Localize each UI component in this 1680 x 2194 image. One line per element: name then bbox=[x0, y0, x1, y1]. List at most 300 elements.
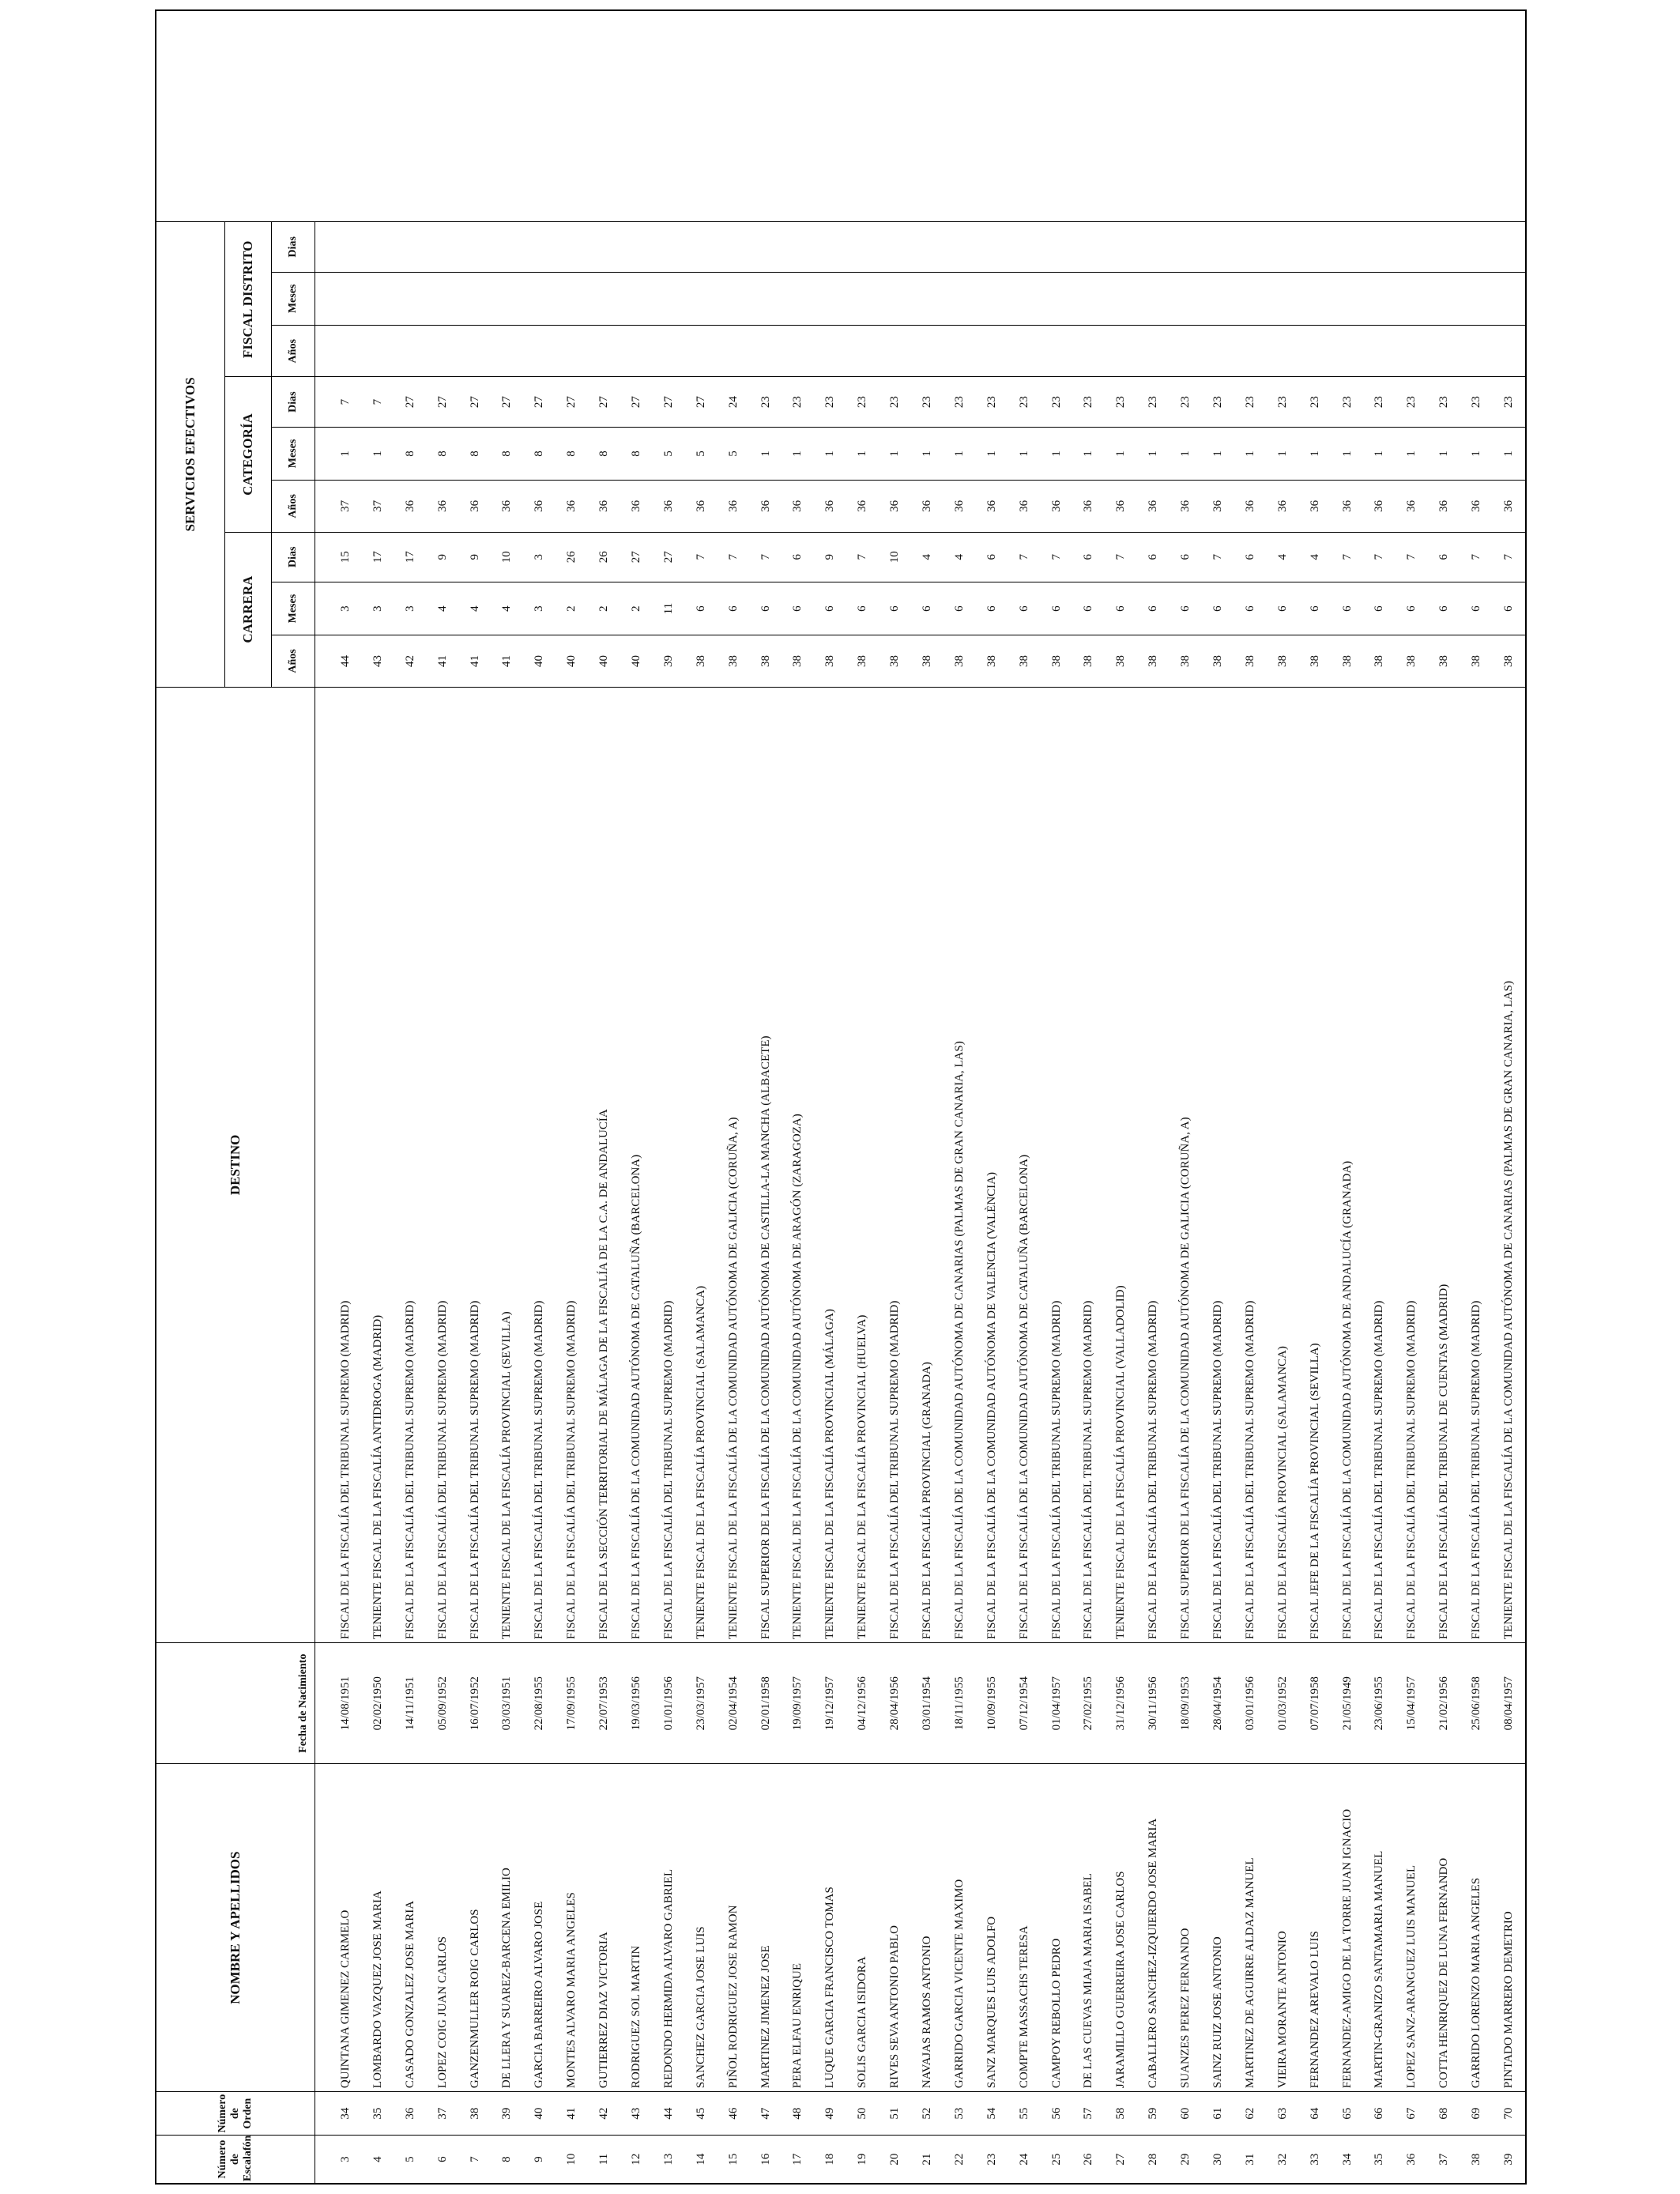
cell-carrera-dias: 15 bbox=[315, 532, 362, 582]
cell-fecha-nacimiento: 28/04/1956 bbox=[879, 1643, 911, 1764]
cell-distrito-meses bbox=[1396, 272, 1428, 325]
cell-categoria-dias: 23 bbox=[1364, 377, 1396, 427]
cell-distrito-dias bbox=[523, 222, 556, 272]
cell-blank bbox=[653, 10, 685, 222]
cell-distrito-dias bbox=[1267, 222, 1299, 272]
cell-carrera-meses: 2 bbox=[588, 582, 620, 635]
cell-carrera-meses: 6 bbox=[814, 582, 846, 635]
cell-distrito-anos bbox=[1396, 326, 1428, 377]
cell-distrito-dias bbox=[782, 222, 814, 272]
cell-fecha-nacimiento: 27/02/1955 bbox=[1072, 1643, 1105, 1764]
cell-orden-number: 38 bbox=[459, 2092, 492, 2136]
cell-carrera-dias: 17 bbox=[362, 532, 394, 582]
cell-distrito-dias bbox=[944, 222, 976, 272]
cell-carrera-anos: 43 bbox=[362, 635, 394, 687]
cell-distrito-dias bbox=[1170, 222, 1202, 272]
cell-carrera-anos: 39 bbox=[653, 635, 685, 687]
cell-fecha-nacimiento: 02/02/1950 bbox=[362, 1643, 394, 1764]
cell-blank bbox=[1041, 10, 1073, 222]
cell-fecha-nacimiento: 02/01/1958 bbox=[750, 1643, 782, 1764]
cell-orden-number: 46 bbox=[718, 2092, 750, 2136]
cell-fecha-nacimiento: 01/01/1956 bbox=[653, 1643, 685, 1764]
cell-destino: FISCAL SUPERIOR DE LA FISCALÍA DE LA COMUNIDAD AUTÓNOMA DE CASTILLA-LA MANCHA (ALBACETE) bbox=[750, 687, 782, 1642]
cell-fecha-nacimiento: 25/06/1958 bbox=[1460, 1643, 1493, 1764]
cell-destino: FISCAL DE LA FISCALÍA DEL TRIBUNAL SUPREMO (MADRID) bbox=[523, 687, 556, 1642]
cell-blank bbox=[315, 10, 362, 222]
cell-nombre-apellidos: FERNANDEZ-AMIGO DE LA TORRE JUAN IGNACIO bbox=[1332, 1764, 1364, 2092]
table-row bbox=[1170, 10, 1202, 2184]
cell-categoria-meses: 1 bbox=[814, 427, 846, 480]
cell-distrito-meses bbox=[491, 272, 523, 325]
cell-fecha-nacimiento: 05/09/1952 bbox=[427, 1643, 459, 1764]
table-row bbox=[1041, 10, 1073, 2184]
cell-fecha-nacimiento: 19/03/1956 bbox=[620, 1643, 653, 1764]
cell-categoria-anos: 36 bbox=[1267, 481, 1299, 532]
cell-blank bbox=[1008, 10, 1041, 222]
cell-categoria-anos: 36 bbox=[1170, 481, 1202, 532]
cell-orden-number: 62 bbox=[1234, 2092, 1267, 2136]
header-blank bbox=[156, 10, 315, 222]
cell-blank bbox=[556, 10, 588, 222]
cell-distrito-dias bbox=[1041, 222, 1073, 272]
cell-carrera-anos: 44 bbox=[315, 635, 362, 687]
cell-distrito-meses bbox=[1267, 272, 1299, 325]
cell-categoria-anos: 36 bbox=[1137, 481, 1170, 532]
cell-categoria-anos: 36 bbox=[685, 481, 718, 532]
cell-distrito-meses bbox=[1105, 272, 1137, 325]
header-orden-line-2: de bbox=[228, 2108, 241, 2120]
cell-escalafon-number: 10 bbox=[556, 2136, 588, 2184]
cell-distrito-dias bbox=[1105, 222, 1137, 272]
cell-categoria-dias: 23 bbox=[1460, 377, 1493, 427]
cell-nombre-apellidos: CABALLERO SANCHEZ-IZQUIERDO JOSE MARIA bbox=[1137, 1764, 1170, 2092]
cell-carrera-meses: 6 bbox=[1234, 582, 1267, 635]
cell-nombre-apellidos: QUINTANA GIMENEZ CARMELO bbox=[315, 1764, 362, 2092]
cell-categoria-meses: 1 bbox=[1428, 427, 1460, 480]
table-row bbox=[718, 10, 750, 2184]
cell-fecha-nacimiento: 18/09/1953 bbox=[1170, 1643, 1202, 1764]
cell-categoria-anos: 36 bbox=[459, 481, 492, 532]
cell-categoria-meses: 1 bbox=[782, 427, 814, 480]
cell-destino: TENIENTE FISCAL DE LA FISCALÍA DE LA COMUNIDAD AUTÓNOMA DE GALICIA (CORUÑA, A) bbox=[718, 687, 750, 1642]
cell-carrera-meses: 11 bbox=[653, 582, 685, 635]
cell-distrito-dias bbox=[1396, 222, 1428, 272]
cell-nombre-apellidos: PINTADO MARRERO DEMETRIO bbox=[1493, 1764, 1526, 2092]
cell-escalafon-number: 38 bbox=[1460, 2136, 1493, 2184]
cell-nombre-apellidos: GANZENMULLER ROIG CARLOS bbox=[459, 1764, 492, 2092]
cell-distrito-meses bbox=[362, 272, 394, 325]
cell-categoria-meses: 1 bbox=[1396, 427, 1428, 480]
cell-carrera-meses: 6 bbox=[1072, 582, 1105, 635]
table-row bbox=[556, 10, 588, 2184]
cell-distrito-dias bbox=[620, 222, 653, 272]
cell-carrera-dias: 7 bbox=[1396, 532, 1428, 582]
cell-destino: FISCAL DE LA FISCALÍA PROVINCIAL (SALAMANCA) bbox=[1267, 687, 1299, 1642]
cell-carrera-meses: 6 bbox=[1041, 582, 1073, 635]
cell-categoria-anos: 37 bbox=[315, 481, 362, 532]
cell-categoria-dias: 23 bbox=[1493, 377, 1526, 427]
cell-distrito-meses bbox=[718, 272, 750, 325]
cell-escalafon-number: 4 bbox=[362, 2136, 394, 2184]
cell-categoria-dias: 23 bbox=[814, 377, 846, 427]
cell-distrito-anos bbox=[394, 326, 427, 377]
cell-carrera-meses: 6 bbox=[1267, 582, 1299, 635]
cell-distrito-meses bbox=[1493, 272, 1526, 325]
cell-categoria-anos: 36 bbox=[879, 481, 911, 532]
cell-destino: TENIENTE FISCAL DE LA FISCALÍA DE LA COMUNIDAD AUTÓNOMA DE ARAGÓN (ZARAGOZA) bbox=[782, 687, 814, 1642]
cell-blank bbox=[1267, 10, 1299, 222]
cell-distrito-anos bbox=[1234, 326, 1267, 377]
table-row bbox=[315, 10, 362, 2184]
cell-carrera-anos: 40 bbox=[556, 635, 588, 687]
cell-destino: FISCAL DE LA FISCALÍA DEL TRIBUNAL SUPREMO (MADRID) bbox=[556, 687, 588, 1642]
cell-categoria-meses: 1 bbox=[362, 427, 394, 480]
cell-carrera-dias: 7 bbox=[1493, 532, 1526, 582]
cell-orden-number: 35 bbox=[362, 2092, 394, 2136]
cell-destino: FISCAL DE LA FISCALÍA DEL TRIBUNAL SUPREMO (MADRID) bbox=[315, 687, 362, 1642]
header-categoria-meses: Meses bbox=[272, 427, 315, 480]
cell-carrera-anos: 38 bbox=[1493, 635, 1526, 687]
table-row bbox=[1364, 10, 1396, 2184]
cell-nombre-apellidos: RIVES SEVA ANTONIO PABLO bbox=[879, 1764, 911, 2092]
cell-categoria-dias: 23 bbox=[944, 377, 976, 427]
cell-categoria-anos: 36 bbox=[911, 481, 944, 532]
cell-carrera-anos: 38 bbox=[1299, 635, 1332, 687]
cell-categoria-dias: 23 bbox=[1202, 377, 1234, 427]
cell-distrito-anos bbox=[944, 326, 976, 377]
cell-destino: FISCAL DE LA FISCALÍA PROVINCIAL (GRANADA) bbox=[911, 687, 944, 1642]
cell-carrera-anos: 38 bbox=[1008, 635, 1041, 687]
cell-categoria-meses: 8 bbox=[523, 427, 556, 480]
cell-distrito-dias bbox=[394, 222, 427, 272]
cell-categoria-meses: 8 bbox=[620, 427, 653, 480]
cell-nombre-apellidos: SANZ MARQUES LUIS ADOLFO bbox=[976, 1764, 1008, 2092]
cell-destino: FISCAL DE LA FISCALÍA DEL TRIBUNAL SUPREMO (MADRID) bbox=[1072, 687, 1105, 1642]
cell-distrito-meses bbox=[427, 272, 459, 325]
cell-nombre-apellidos: LUQUE GARCIA FRANCISCO TOMAS bbox=[814, 1764, 846, 2092]
cell-categoria-dias: 23 bbox=[1008, 377, 1041, 427]
cell-categoria-meses: 5 bbox=[718, 427, 750, 480]
cell-categoria-dias: 27 bbox=[459, 377, 492, 427]
header-distrito-dias: Dias bbox=[272, 222, 315, 272]
header-orden-line-1: Número bbox=[216, 2094, 228, 2133]
cell-carrera-dias: 10 bbox=[491, 532, 523, 582]
cell-distrito-anos bbox=[879, 326, 911, 377]
cell-distrito-anos bbox=[1428, 326, 1460, 377]
cell-escalafon-number: 20 bbox=[879, 2136, 911, 2184]
cell-carrera-dias: 7 bbox=[1008, 532, 1041, 582]
cell-categoria-anos: 36 bbox=[588, 481, 620, 532]
cell-escalafon-number: 28 bbox=[1137, 2136, 1170, 2184]
cell-blank bbox=[718, 10, 750, 222]
cell-carrera-dias: 7 bbox=[846, 532, 879, 582]
cell-categoria-meses: 8 bbox=[394, 427, 427, 480]
cell-blank bbox=[911, 10, 944, 222]
cell-categoria-dias: 23 bbox=[1428, 377, 1460, 427]
cell-fecha-nacimiento: 10/09/1955 bbox=[976, 1643, 1008, 1764]
cell-distrito-anos bbox=[685, 326, 718, 377]
cell-carrera-meses: 6 bbox=[1008, 582, 1041, 635]
cell-categoria-dias: 23 bbox=[782, 377, 814, 427]
cell-carrera-dias: 27 bbox=[620, 532, 653, 582]
cell-categoria-meses: 8 bbox=[556, 427, 588, 480]
cell-categoria-dias: 27 bbox=[653, 377, 685, 427]
cell-orden-number: 48 bbox=[782, 2092, 814, 2136]
cell-destino: FISCAL DE LA FISCALÍA DEL TRIBUNAL SUPREMO (MADRID) bbox=[1202, 687, 1234, 1642]
cell-distrito-anos bbox=[588, 326, 620, 377]
cell-distrito-anos bbox=[911, 326, 944, 377]
cell-carrera-anos: 41 bbox=[491, 635, 523, 687]
cell-nombre-apellidos: LOMBARDO VAZQUEZ JOSE MARIA bbox=[362, 1764, 394, 2092]
cell-distrito-meses bbox=[459, 272, 492, 325]
cell-blank bbox=[1202, 10, 1234, 222]
cell-fecha-nacimiento: 07/07/1958 bbox=[1299, 1643, 1332, 1764]
cell-destino: FISCAL DE LA FISCALÍA DEL TRIBUNAL SUPREMO (MADRID) bbox=[1234, 687, 1267, 1642]
cell-categoria-dias: 23 bbox=[1299, 377, 1332, 427]
cell-destino: FISCAL DE LA FISCALÍA DE LA COMUNIDAD AUTÓNOMA DE VALENCIA (VALÈNCIA) bbox=[976, 687, 1008, 1642]
header-servicios-efectivos: SERVICIOS EFECTIVOS bbox=[156, 222, 225, 687]
cell-orden-number: 53 bbox=[944, 2092, 976, 2136]
cell-destino: FISCAL DE LA FISCALÍA DE LA COMUNIDAD AUTÓNOMA DE CATALUÑA (BARCELONA) bbox=[620, 687, 653, 1642]
cell-carrera-dias: 7 bbox=[718, 532, 750, 582]
cell-categoria-anos: 36 bbox=[1460, 481, 1493, 532]
cell-orden-number: 39 bbox=[491, 2092, 523, 2136]
cell-categoria-dias: 27 bbox=[620, 377, 653, 427]
cell-blank bbox=[685, 10, 718, 222]
cell-orden-number: 43 bbox=[620, 2092, 653, 2136]
cell-orden-number: 47 bbox=[750, 2092, 782, 2136]
table-row bbox=[814, 10, 846, 2184]
cell-categoria-anos: 36 bbox=[846, 481, 879, 532]
cell-distrito-dias bbox=[556, 222, 588, 272]
cell-escalafon-number: 32 bbox=[1267, 2136, 1299, 2184]
cell-distrito-anos bbox=[653, 326, 685, 377]
cell-carrera-meses: 3 bbox=[315, 582, 362, 635]
cell-distrito-meses bbox=[1364, 272, 1396, 325]
cell-carrera-dias: 6 bbox=[976, 532, 1008, 582]
cell-categoria-meses: 8 bbox=[491, 427, 523, 480]
cell-categoria-meses: 5 bbox=[653, 427, 685, 480]
cell-blank bbox=[944, 10, 976, 222]
cell-escalafon-number: 6 bbox=[427, 2136, 459, 2184]
cell-nombre-apellidos: LOPEZ SANZ-ARANGUEZ LUIS MANUEL bbox=[1396, 1764, 1428, 2092]
cell-distrito-anos bbox=[814, 326, 846, 377]
table-row bbox=[1493, 10, 1526, 2184]
cell-distrito-meses bbox=[1041, 272, 1073, 325]
cell-carrera-dias: 6 bbox=[1234, 532, 1267, 582]
cell-nombre-apellidos: MARTIN-GRANIZO SANTAMARIA MANUEL bbox=[1364, 1764, 1396, 2092]
cell-categoria-meses: 1 bbox=[1137, 427, 1170, 480]
cell-blank bbox=[620, 10, 653, 222]
cell-categoria-anos: 36 bbox=[1234, 481, 1267, 532]
cell-nombre-apellidos: GARRIDO LORENZO MARIA ANGELES bbox=[1460, 1764, 1493, 2092]
cell-escalafon-number: 16 bbox=[750, 2136, 782, 2184]
cell-destino: FISCAL JEFE DE LA FISCALÍA PROVINCIAL (SEVILLA) bbox=[1299, 687, 1332, 1642]
cell-blank bbox=[1299, 10, 1332, 222]
cell-escalafon-number: 17 bbox=[782, 2136, 814, 2184]
cell-carrera-dias: 7 bbox=[1105, 532, 1137, 582]
cell-fecha-nacimiento: 04/12/1956 bbox=[846, 1643, 879, 1764]
cell-carrera-anos: 38 bbox=[1428, 635, 1460, 687]
table-row bbox=[362, 10, 394, 2184]
cell-nombre-apellidos: LOPEZ COIG JUAN CARLOS bbox=[427, 1764, 459, 2092]
cell-categoria-anos: 36 bbox=[976, 481, 1008, 532]
cell-escalafon-number: 5 bbox=[394, 2136, 427, 2184]
cell-carrera-anos: 38 bbox=[1396, 635, 1428, 687]
cell-orden-number: 50 bbox=[846, 2092, 879, 2136]
table-row bbox=[1008, 10, 1041, 2184]
cell-distrito-dias bbox=[1460, 222, 1493, 272]
table-row bbox=[1105, 10, 1137, 2184]
cell-fecha-nacimiento: 01/03/1952 bbox=[1267, 1643, 1299, 1764]
cell-distrito-meses bbox=[1299, 272, 1332, 325]
cell-carrera-anos: 38 bbox=[1105, 635, 1137, 687]
cell-distrito-meses bbox=[1137, 272, 1170, 325]
cell-distrito-anos bbox=[1299, 326, 1332, 377]
cell-distrito-anos bbox=[491, 326, 523, 377]
cell-categoria-anos: 36 bbox=[491, 481, 523, 532]
table-header bbox=[156, 10, 315, 2184]
cell-distrito-dias bbox=[1428, 222, 1460, 272]
cell-categoria-anos: 36 bbox=[653, 481, 685, 532]
cell-carrera-dias: 26 bbox=[556, 532, 588, 582]
cell-carrera-anos: 38 bbox=[1041, 635, 1073, 687]
cell-nombre-apellidos: NAVAJAS RAMOS ANTONIO bbox=[911, 1764, 944, 2092]
cell-orden-number: 45 bbox=[685, 2092, 718, 2136]
cell-distrito-anos bbox=[1072, 326, 1105, 377]
cell-distrito-meses bbox=[1234, 272, 1267, 325]
cell-distrito-anos bbox=[1105, 326, 1137, 377]
cell-nombre-apellidos: JARAMILLO GUERREIRA JOSE CARLOS bbox=[1105, 1764, 1137, 2092]
header-distrito-anos: Años bbox=[272, 326, 315, 377]
cell-escalafon-number: 22 bbox=[944, 2136, 976, 2184]
cell-categoria-anos: 36 bbox=[1493, 481, 1526, 532]
cell-categoria-dias: 23 bbox=[750, 377, 782, 427]
cell-categoria-meses: 8 bbox=[427, 427, 459, 480]
cell-distrito-meses bbox=[976, 272, 1008, 325]
cell-nombre-apellidos: SAINZ RUIZ JOSE ANTONIO bbox=[1202, 1764, 1234, 2092]
cell-distrito-meses bbox=[620, 272, 653, 325]
cell-fecha-nacimiento: 03/03/1951 bbox=[491, 1643, 523, 1764]
cell-categoria-anos: 36 bbox=[1072, 481, 1105, 532]
cell-categoria-anos: 36 bbox=[814, 481, 846, 532]
cell-carrera-dias: 6 bbox=[1170, 532, 1202, 582]
cell-blank bbox=[976, 10, 1008, 222]
cell-distrito-meses bbox=[846, 272, 879, 325]
cell-orden-number: 64 bbox=[1299, 2092, 1332, 2136]
cell-orden-number: 44 bbox=[653, 2092, 685, 2136]
cell-categoria-meses: 1 bbox=[1072, 427, 1105, 480]
cell-categoria-anos: 36 bbox=[1428, 481, 1460, 532]
cell-categoria-dias: 24 bbox=[718, 377, 750, 427]
cell-nombre-apellidos: DE LAS CUEVAS MIAJA MARIA ISABEL bbox=[1072, 1764, 1105, 2092]
cell-categoria-dias: 27 bbox=[685, 377, 718, 427]
cell-carrera-meses: 6 bbox=[879, 582, 911, 635]
cell-categoria-anos: 36 bbox=[394, 481, 427, 532]
cell-categoria-meses: 1 bbox=[1460, 427, 1493, 480]
cell-escalafon-number: 36 bbox=[1396, 2136, 1428, 2184]
cell-carrera-meses: 6 bbox=[911, 582, 944, 635]
cell-carrera-anos: 40 bbox=[588, 635, 620, 687]
cell-fecha-nacimiento: 19/12/1957 bbox=[814, 1643, 846, 1764]
cell-categoria-dias: 23 bbox=[1332, 377, 1364, 427]
cell-escalafon-number: 24 bbox=[1008, 2136, 1041, 2184]
table-row bbox=[846, 10, 879, 2184]
cell-fecha-nacimiento: 28/04/1954 bbox=[1202, 1643, 1234, 1764]
cell-categoria-anos: 36 bbox=[782, 481, 814, 532]
cell-destino: FISCAL DE LA FISCALÍA DE LA COMUNIDAD AUTÓNOMA DE CATALUÑA (BARCELONA) bbox=[1008, 687, 1041, 1642]
cell-categoria-dias: 7 bbox=[362, 377, 394, 427]
cell-escalafon-number: 7 bbox=[459, 2136, 492, 2184]
cell-blank bbox=[362, 10, 394, 222]
cell-carrera-meses: 3 bbox=[394, 582, 427, 635]
cell-distrito-dias bbox=[1299, 222, 1332, 272]
cell-carrera-dias: 7 bbox=[1460, 532, 1493, 582]
cell-categoria-meses: 5 bbox=[685, 427, 718, 480]
cell-orden-number: 69 bbox=[1460, 2092, 1493, 2136]
cell-distrito-anos bbox=[523, 326, 556, 377]
cell-distrito-meses bbox=[315, 272, 362, 325]
cell-blank bbox=[1364, 10, 1396, 222]
cell-carrera-dias: 7 bbox=[685, 532, 718, 582]
header-escalafon-line-3: Escalafón bbox=[242, 2135, 254, 2181]
table-row bbox=[911, 10, 944, 2184]
header-carrera-dias: Dias bbox=[272, 532, 315, 582]
cell-carrera-dias: 6 bbox=[1428, 532, 1460, 582]
cell-categoria-meses: 1 bbox=[879, 427, 911, 480]
header-categoria: CATEGORÍA bbox=[225, 377, 272, 532]
cell-carrera-anos: 38 bbox=[1267, 635, 1299, 687]
cell-distrito-dias bbox=[750, 222, 782, 272]
cell-distrito-dias bbox=[685, 222, 718, 272]
cell-blank bbox=[1234, 10, 1267, 222]
header-carrera: CARRERA bbox=[225, 532, 272, 687]
cell-distrito-anos bbox=[315, 326, 362, 377]
cell-orden-number: 41 bbox=[556, 2092, 588, 2136]
cell-orden-number: 60 bbox=[1170, 2092, 1202, 2136]
cell-categoria-meses: 8 bbox=[459, 427, 492, 480]
cell-carrera-meses: 6 bbox=[1137, 582, 1170, 635]
cell-nombre-apellidos: DE LLERA Y SUAREZ-BARCENA EMILIO bbox=[491, 1764, 523, 2092]
table-row bbox=[976, 10, 1008, 2184]
table-body bbox=[315, 10, 1526, 2184]
cell-categoria-anos: 36 bbox=[523, 481, 556, 532]
table-row bbox=[1202, 10, 1234, 2184]
cell-categoria-meses: 1 bbox=[315, 427, 362, 480]
cell-carrera-dias: 4 bbox=[1267, 532, 1299, 582]
cell-carrera-meses: 4 bbox=[427, 582, 459, 635]
cell-distrito-meses bbox=[1202, 272, 1234, 325]
cell-blank bbox=[1170, 10, 1202, 222]
cell-distrito-anos bbox=[1170, 326, 1202, 377]
cell-distrito-anos bbox=[782, 326, 814, 377]
cell-categoria-meses: 1 bbox=[1202, 427, 1234, 480]
cell-carrera-dias: 17 bbox=[394, 532, 427, 582]
cell-carrera-anos: 38 bbox=[1170, 635, 1202, 687]
cell-escalafon-number: 14 bbox=[685, 2136, 718, 2184]
cell-distrito-meses bbox=[814, 272, 846, 325]
cell-carrera-anos: 38 bbox=[846, 635, 879, 687]
cell-categoria-dias: 23 bbox=[1170, 377, 1202, 427]
cell-escalafon-number: 31 bbox=[1234, 2136, 1267, 2184]
cell-carrera-dias: 7 bbox=[1041, 532, 1073, 582]
cell-carrera-anos: 38 bbox=[944, 635, 976, 687]
cell-nombre-apellidos: REDONDO HERMIDA ALVARO GABRIEL bbox=[653, 1764, 685, 2092]
cell-carrera-meses: 6 bbox=[782, 582, 814, 635]
cell-distrito-dias bbox=[1364, 222, 1396, 272]
cell-destino: TENIENTE FISCAL DE LA FISCALÍA DE LA COMUNIDAD AUTÓNOMA DE CANARIAS (PALMAS DE GRAN CANARIA, LAS) bbox=[1493, 687, 1526, 1642]
cell-destino: FISCAL DE LA SECCIÓN TERRITORIAL DE MÁLAGA DE LA FISCALÍA DE LA C.A. DE ANDALUCÍA bbox=[588, 687, 620, 1642]
